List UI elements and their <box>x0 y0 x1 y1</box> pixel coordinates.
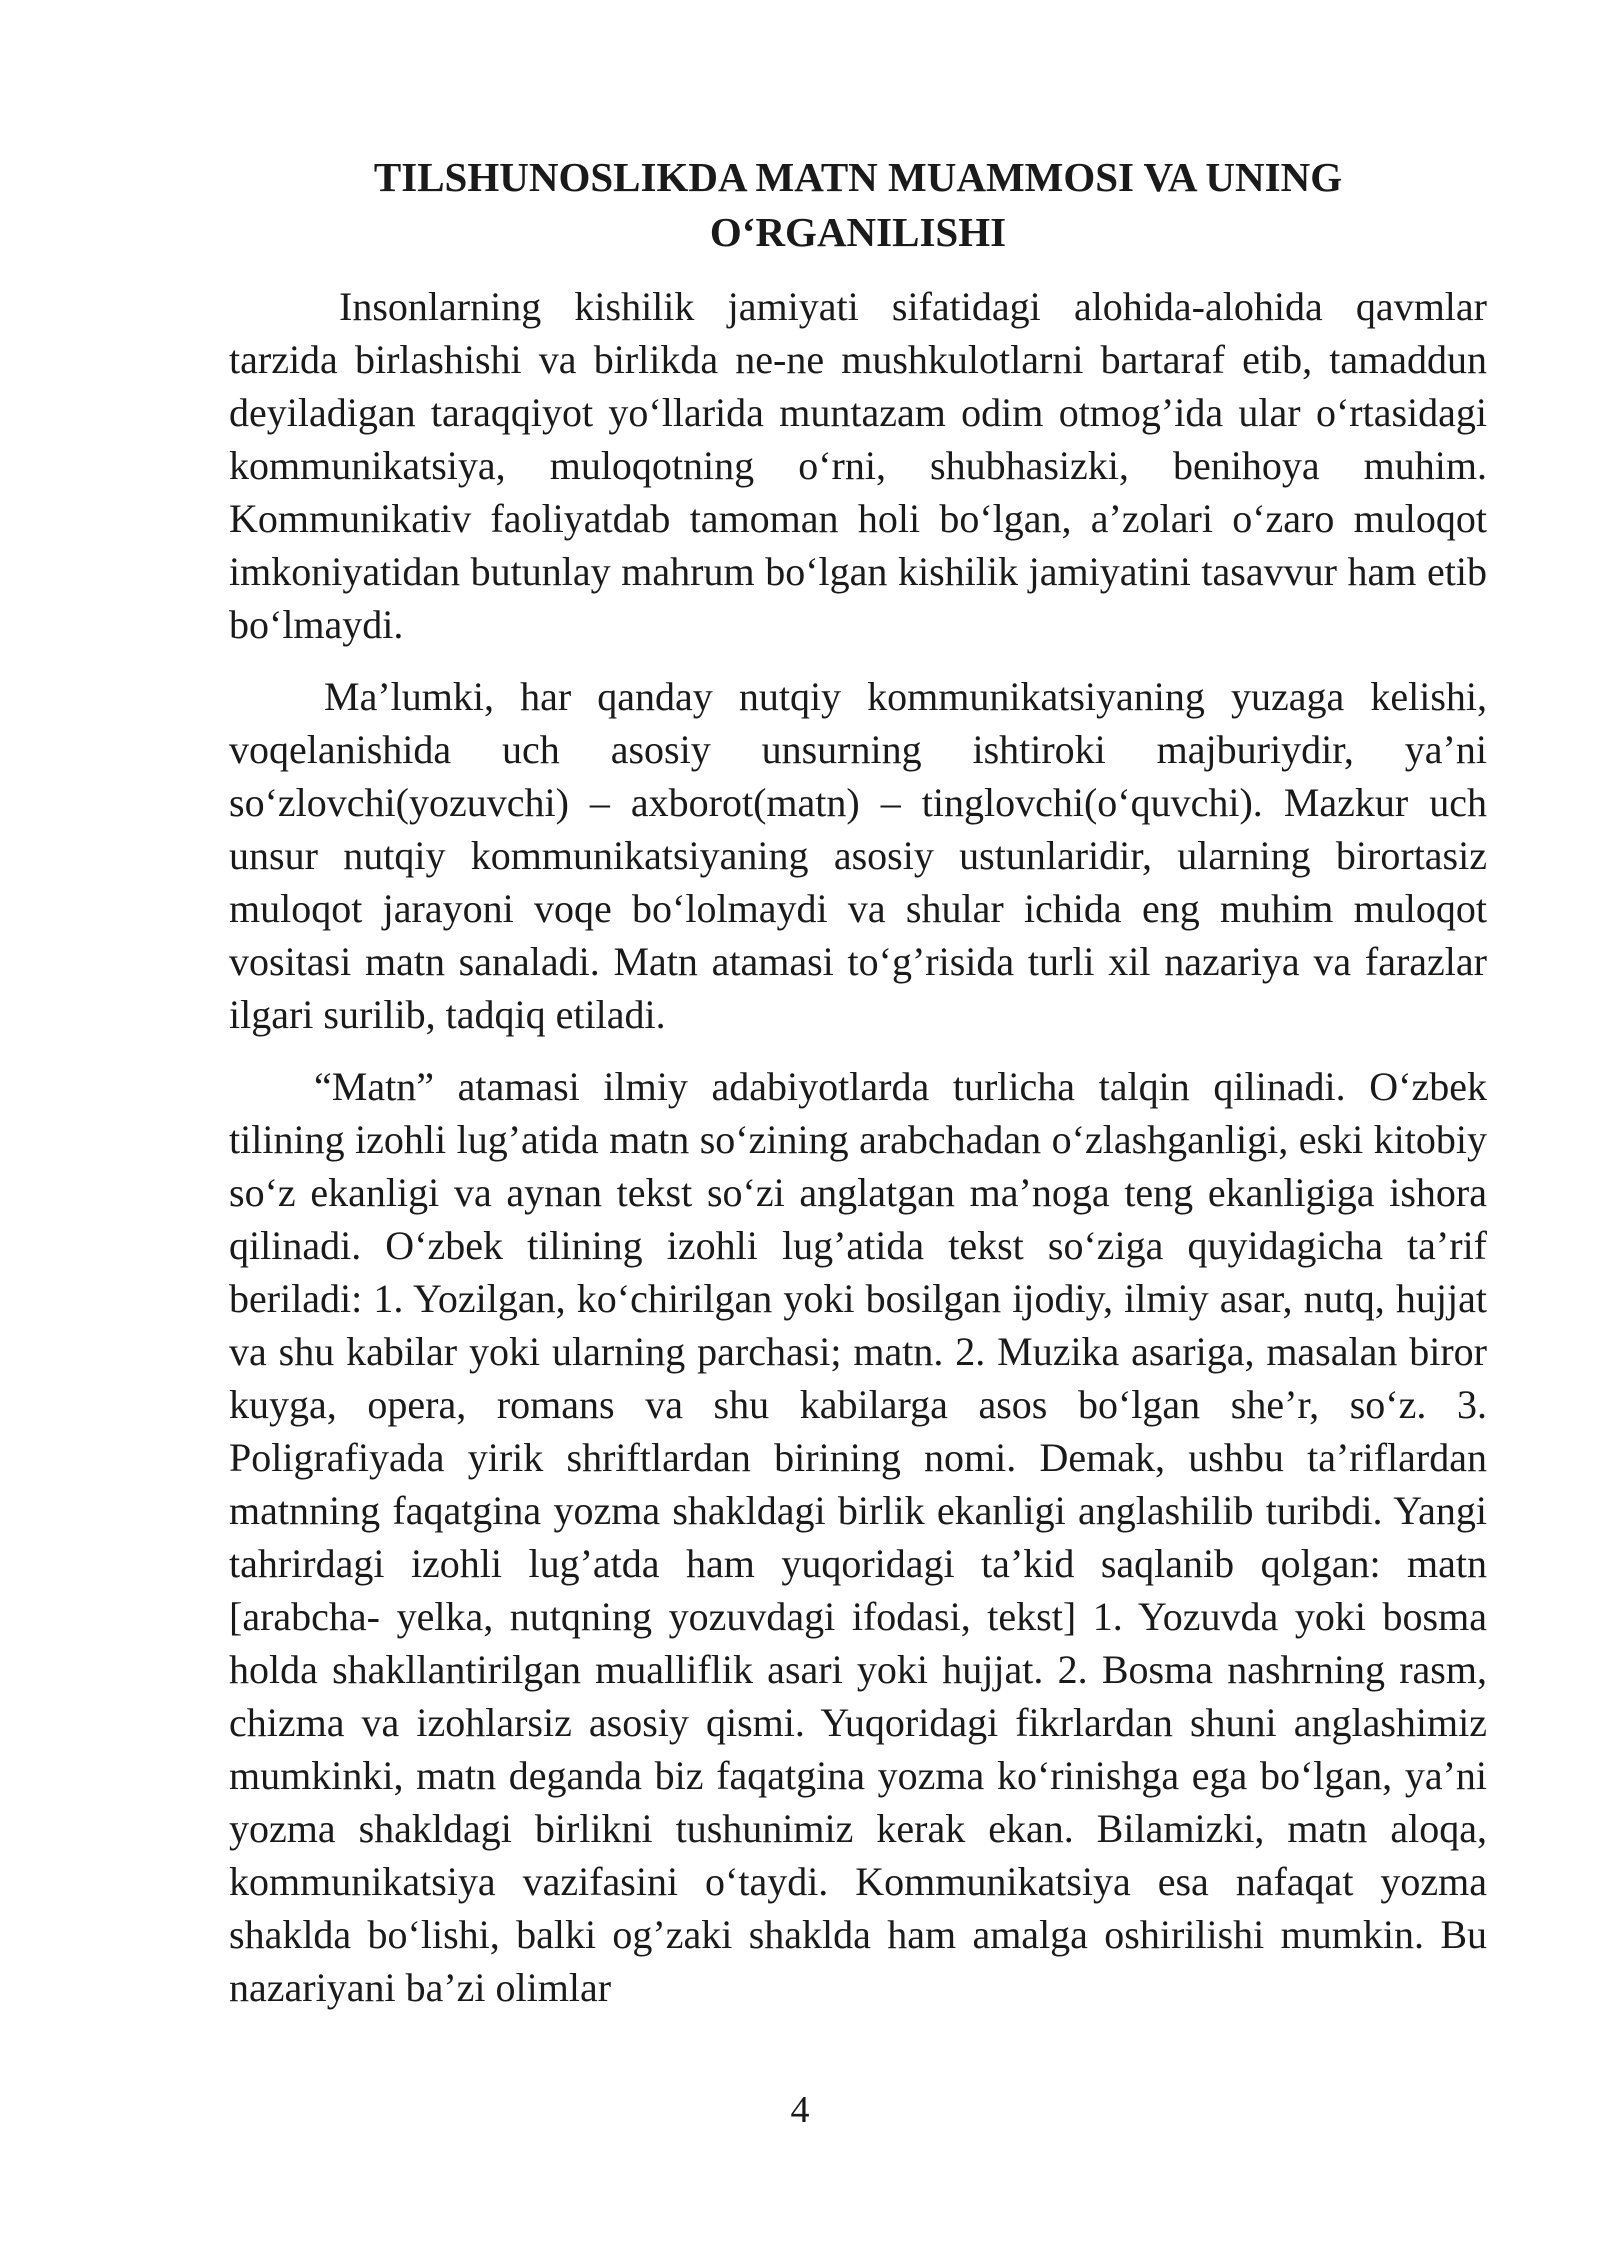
page-title-line-2: O‘RGANILISHI <box>709 209 1007 255</box>
paragraph-1: Insonlarning kishilik jamiyati sifatidagi alohida-alohida qavmlar tarzida birlashishi va birlikda ne-ne mushkulotlarni bartaraf etib, tamaddun deyiladigan taraqqiyot yo‘llarida muntazam odim otmog’ida ular o‘rtasidagi kommunikatsiya, muloqotning o‘rni, shubhasizki, benihoya muhim. Kommunikativ faoliyatdab tamoman holi bo‘lgan, a’zolari o‘zaro muloqot imkoniyatidan butunlay mahrum bo‘lgan kishilik jamiyatini tasavvur ham etib bo‘lmaydi. <box>229 284 1487 647</box>
page-number: 4 <box>790 2089 810 2131</box>
paragraph-3: “Matn” atamasi ilmiy adabiyotlarda turlicha talqin qilinadi. O‘zbek tilining izohli lug’atida matn so‘zining arabchadan o‘zlashganligi, eski kitobiy so‘z ekanligi va aynan tekst so‘zi anglatgan ma’noga teng ekanligiga ishora qilinadi. O‘zbek tilining izohli lug’atida tekst so‘ziga quyidagicha ta’rif beriladi: 1. Yozilgan, ko‘chirilgan yoki bosilgan ijodiy, ilmiy asar, nutq, hujjat va shu kabilar yoki ularning parchasi; matn. 2. Muzika asariga, masalan biror kuyga, opera, romans va shu kabilarga asos bo‘lgan she’r, so‘z. 3. Poligrafiyada yirik shriftlardan birining nomi. Demak, ushbu ta’riflardan matnning faqatgina yozma shakldagi birlik ekanligi anglashilib turibdi. Yangi tahrirdagi izohli lug’atda ham yuqoridagi ta’kid saqlanib qolgan: matn [arabcha- yelka, nutqning yozuvdagi ifodasi, tekst] 1. Yozuvda yoki bosma holda shakllantirilgan mualliflik asari yoki hujjat. 2. Bosma nashrning rasm, chizma va izohlarsiz asosiy qismi. Yuqoridagi fikrlardan shuni anglashimiz mumkinki, matn deganda biz faqatgina yozma ko‘rinishga ega bo‘lgan, ya’ni yozma shakldagi birlikni tushunimiz kerak ekan. Bilamizki, matn aloqa, kommunikatsiya vazifasini o‘taydi. Kommunikatsiya esa nafaqat yozma shaklda bo‘lishi, balki og’zaki shaklda ham amalga oshirilishi mumkin. Bu nazariyani ba’zi olimlar <box>229 1064 1487 2010</box>
paragraph-2: Ma’lumki, har qanday nutqiy kommunikatsiyaning yuzaga kelishi, voqelanishida uch asosiy unsurning ishtiroki majburiydir, ya’ni so‘zlovchi(yozuvchi) – axborot(matn) – tinglovchi(o‘quvchi). Mazkur uch unsur nutqiy kommunikatsiyaning asosiy ustunlaridir, ularning birortasiz muloqot jarayoni voqe bo‘lolmaydi va shular ichida eng muhim muloqot vositasi matn sanaladi. Matn atamasi to‘g’risida turli xil nazariya va farazlar ilgari surilib, tadqiq etiladi. <box>229 674 1487 1037</box>
page-content <box>229 150 1487 2033</box>
page-title <box>229 150 1487 260</box>
page-title-line-1: TILSHUNOSLIKDA MATN MUAMMOSI VA UNING <box>373 154 1343 200</box>
